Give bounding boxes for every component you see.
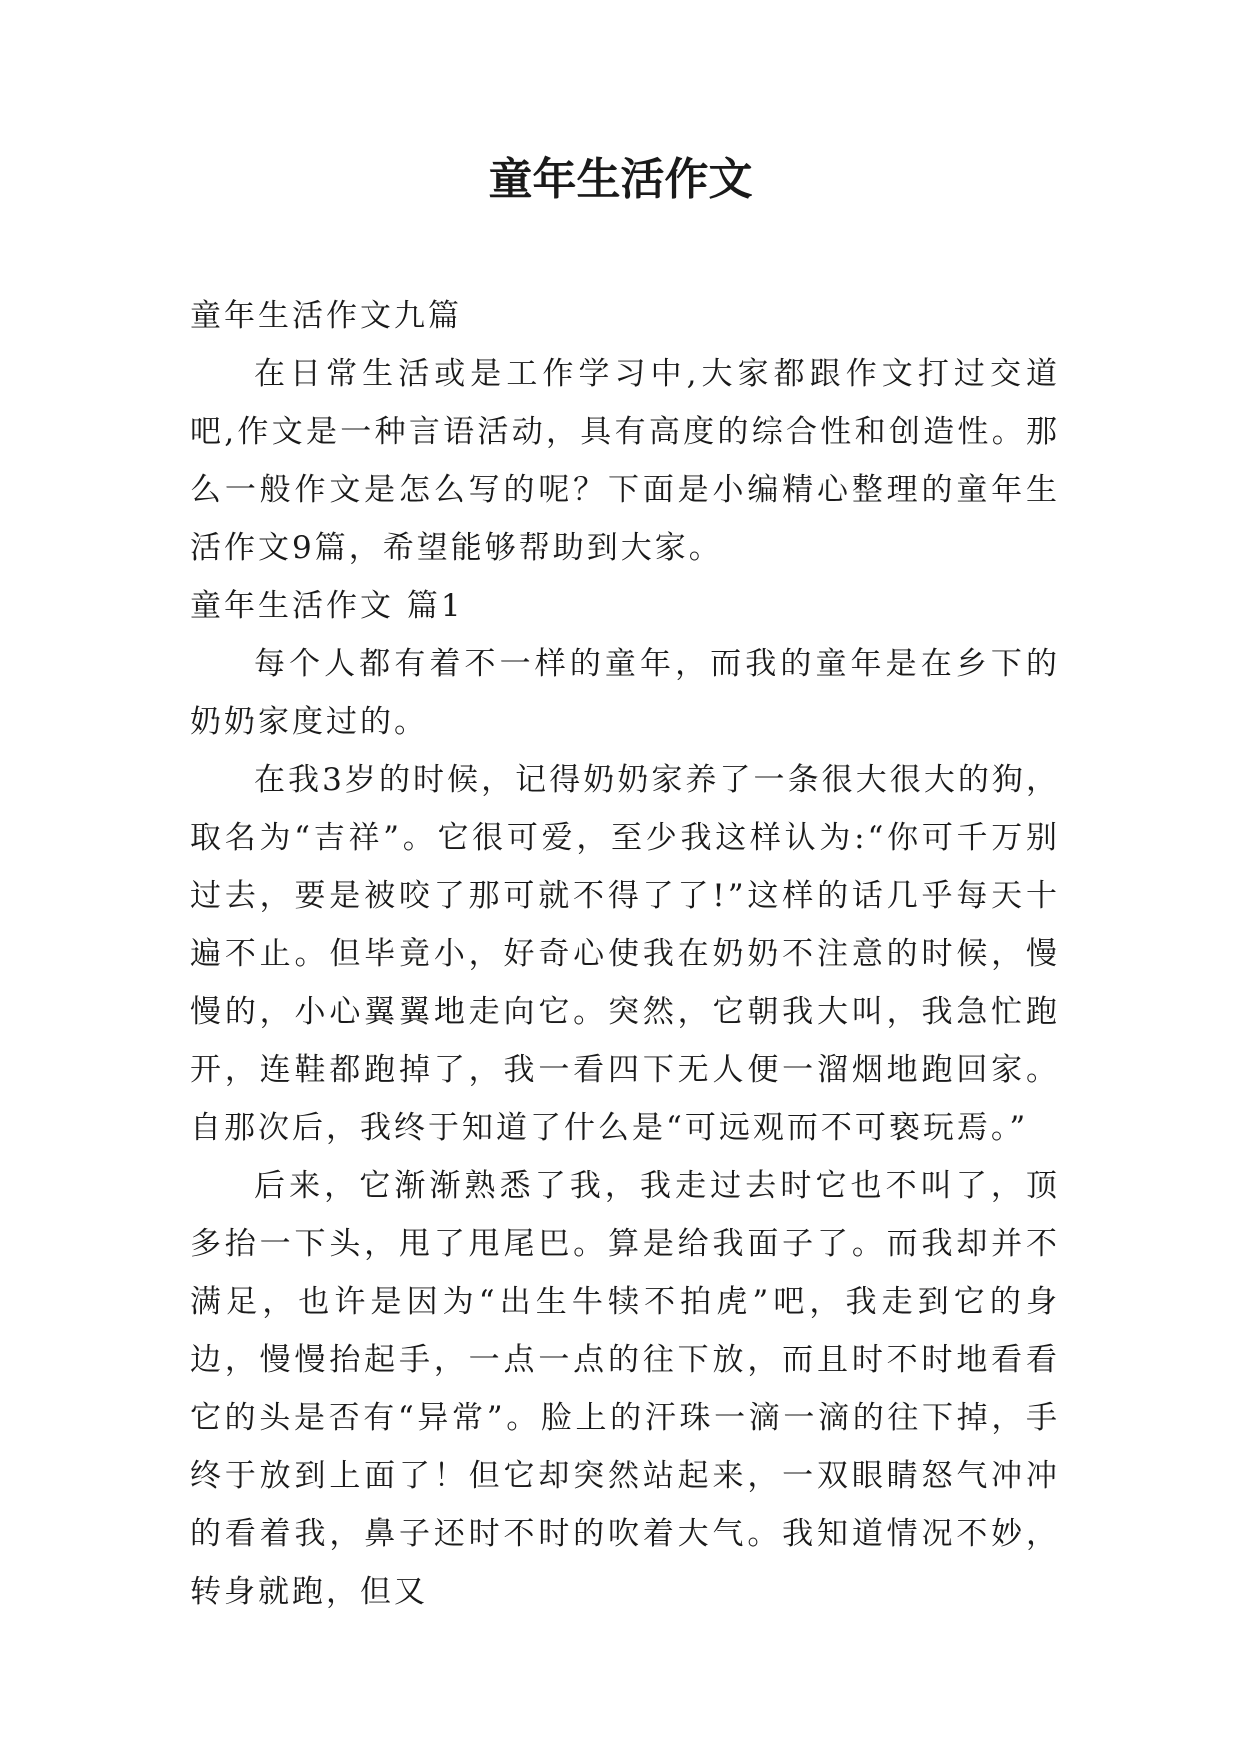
body-paragraph-3: 后来，它渐渐熟悉了我，我走过去时它也不叫了，顶多抬一下头，甩了甩尾巴。算是给我面子了。而我却并不满足，也许是因为“出生牛犊不拍虎”吧，我走到它的身边，慢慢抬起手，一点一点的往下放，而且时不时地看看它的头是否有“异常”。脸上的汗珠一滴一滴的往下掉，手终于放到上面了！但它却突然站起来，一双眼睛怒气冲冲的看着我，鼻子还时不时的吹着大气。我知道情况不妙，转身就跑，但又 [190, 1168, 1060, 1610]
body-paragraph-2: 在我3岁的时候，记得奶奶家养了一条很大很大的狗，取名为“吉祥”。它很可爱，至少我这样认为:“你可千万别过去，要是被咬了那可就不得了了!”这样的话几乎每天十遍不止。但毕竟小，好奇心使我在奶奶不注意的时候，慢慢的，小心翼翼地走向它。突然，它朝我大叫，我急忙跑开，连鞋都跑掉了，我一看四下无人便一溜烟地跑回家。自那次后，我终于知道了什么是“可远观而不可亵玩焉。” [190, 762, 1060, 1146]
document-subtitle: 童年生活作文九篇 [190, 298, 462, 334]
intro-paragraph: 在日常生活或是工作学习中,大家都跟作文打过交道吧,作文是一种言语活动，具有高度的综合性和创造性。那么一般作文是怎么写的呢？下面是小编精心整理的童年生活作文9篇，希望能够帮助到大家。 [190, 356, 1060, 566]
document-title: 童年生活作文 [488, 154, 753, 205]
body-paragraph-1: 每个人都有着不一样的童年，而我的童年是在乡下的奶奶家度过的。 [190, 646, 1060, 740]
section-heading: 童年生活作文 篇1 [190, 588, 464, 624]
document-body [190, 287, 1060, 1621]
